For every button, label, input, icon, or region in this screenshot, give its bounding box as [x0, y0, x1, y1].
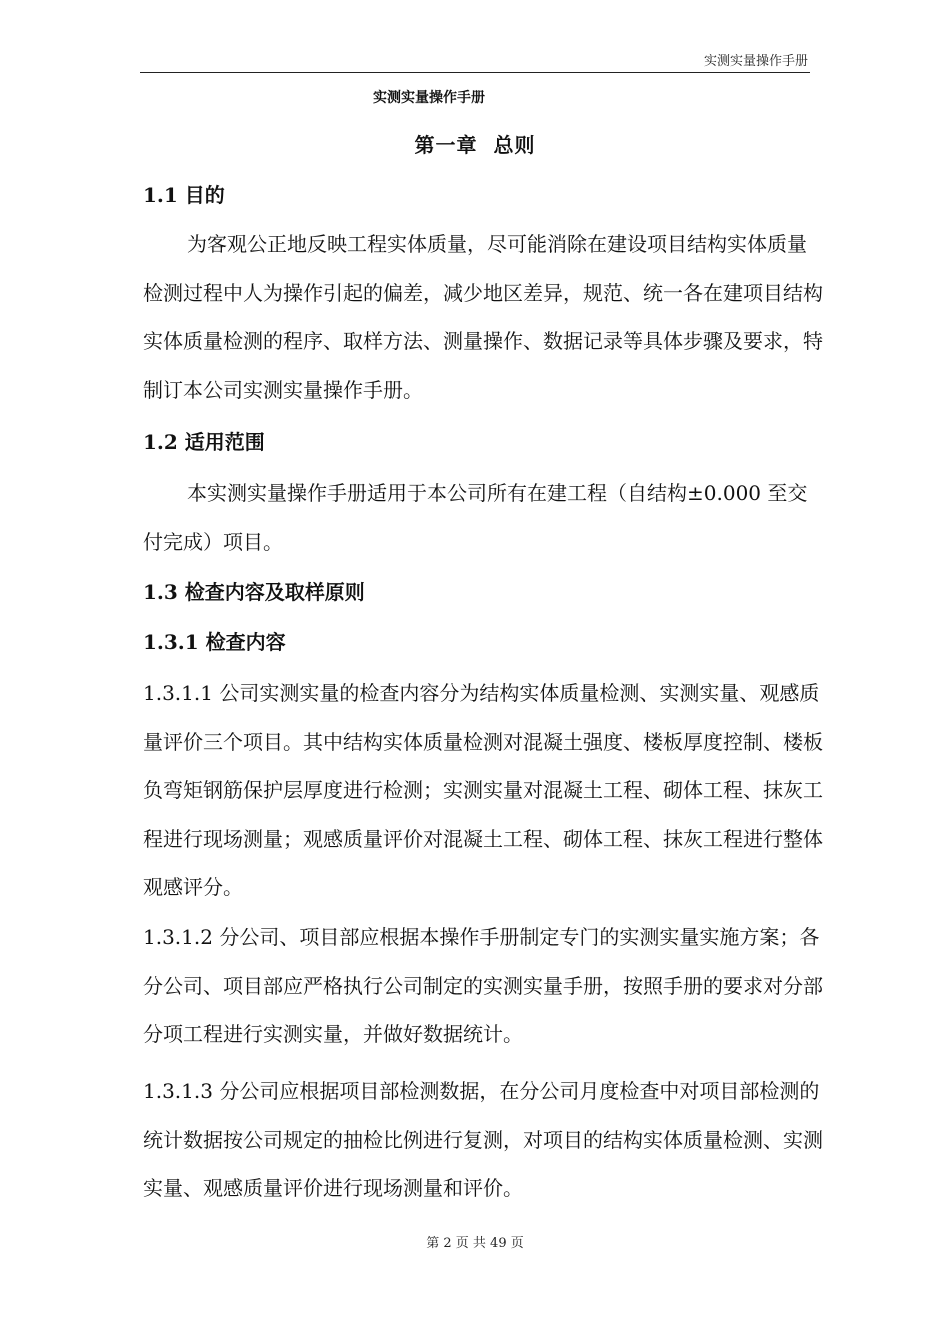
section-heading-1-1: 1.1 目的 [143, 183, 225, 207]
running-header-title: 实测实量操作手册 [703, 54, 808, 69]
chapter-title: 第一章 总则 [414, 133, 536, 157]
section-heading-1-3: 1.3 检查内容及取样原则 [143, 580, 365, 604]
paragraph-1-3-1-3: 1.3.1.3 分公司应根据项目部检测数据，在分公司月度检查中对项目部检测的统计数据按公司规定的抽检比例进行复测，对项目的结构实体质量检测、实测实量、观感质量评价进行现场测量和评价。 [143, 1079, 823, 1200]
section-heading-1-3-1: 1.3.1 检查内容 [143, 630, 286, 654]
paragraph-1-3-1-1: 1.3.1.1 公司实测实量的检查内容分为结构实体质量检测、实测实量、观感质量评价三个项目。其中结构实体质量检测对混凝土强度、楼板厚度控制、楼板负弯矩钢筋保护层厚度进行检测；实测实量对混凝土工程、砌体工程、抹灰工程进行现场测量；观感质量评价对混凝土工程、砌体工程、抹灰工程进行整体观感评分。 [143, 681, 823, 899]
paragraph-1-3-1-2: 1.3.1.2 分公司、项目部应根据本操作手册制定专门的实测实量实施方案；各分公司、项目部应严格执行公司制定的实测实量手册，按照手册的要求对分部分项工程进行实测实量，并做好数据统计。 [143, 925, 823, 1046]
document-title: 实测实量操作手册 [373, 90, 485, 106]
section-paragraph-1-2: 本实测实量操作手册适用于本公司所有在建工程（自结构±0.000 至交付完成）项目。 [143, 481, 808, 554]
section-heading-1-2: 1.2 适用范围 [143, 430, 265, 454]
running-header [140, 54, 810, 73]
page-footer: 第 2 页 共 49 页 [426, 1236, 524, 1251]
section-paragraph-1-1: 为客观公正地反映工程实体质量，尽可能消除在建设项目结构实体质量检测过程中人为操作引起的偏差，减少地区差异，规范、统一各在建项目结构实体质量检测的程序、取样方法、测量操作、数据记录等具体步骤及要求，特制订本公司实测实量操作手册。 [143, 232, 823, 402]
